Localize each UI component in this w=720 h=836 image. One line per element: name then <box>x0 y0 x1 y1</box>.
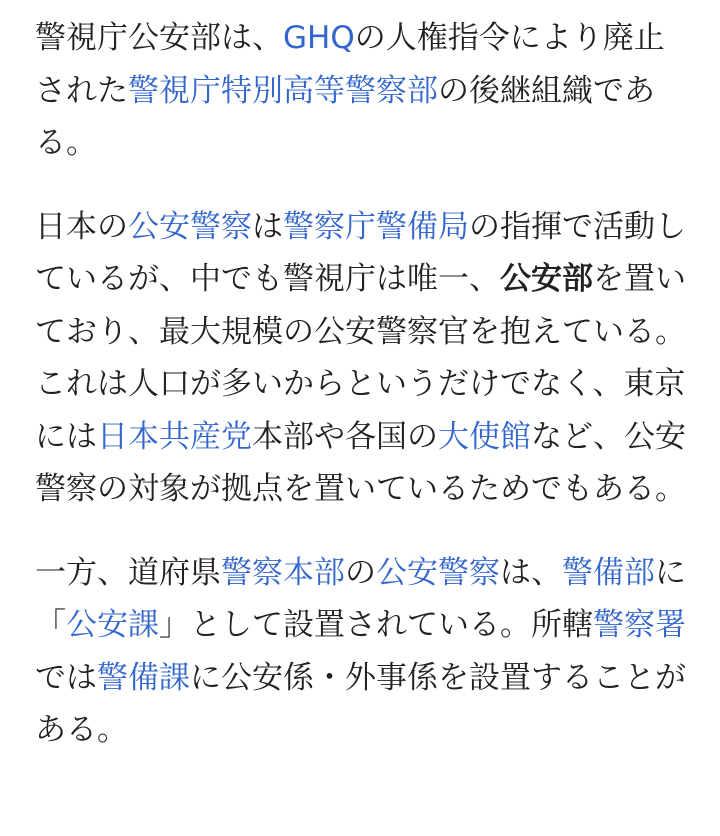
link-keisatsu-honbu[interactable]: 警察本部 <box>221 554 345 591</box>
text-run: を置いており、最大規模の公安警察官を抱えている。これは人口が多いからというだけでなく、東京には <box>35 261 686 455</box>
text-run: 」として設置されている。所轄 <box>159 607 593 643</box>
link-keisatsucho-keibikyoku[interactable]: 警察庁警備局 <box>283 208 469 245</box>
link-keibibu[interactable]: 警備部 <box>562 554 655 591</box>
text-run: の人権指令により廃止された <box>35 20 665 109</box>
link-koanka[interactable]: 公安課 <box>66 607 159 643</box>
link-keibika[interactable]: 警備課 <box>97 659 190 696</box>
paragraph-3 <box>35 547 690 757</box>
link-ghq[interactable]: GHQ <box>283 20 355 56</box>
text-run: の指揮で活動しているが、中でも警視庁は唯一、 <box>35 208 686 297</box>
text-run: は、 <box>500 554 562 591</box>
text-run: に公安係・外事係を設置することがある。 <box>35 659 686 748</box>
link-koan-keisatsu[interactable]: 公安警察 <box>128 208 252 245</box>
text-run: 警視庁公安部は、 <box>35 20 283 56</box>
text-run: の <box>345 554 376 591</box>
paragraph-1 <box>35 12 690 170</box>
paragraph-2 <box>35 201 690 516</box>
text-run: は <box>252 208 283 245</box>
link-keisatsusho[interactable]: 警察署 <box>593 607 686 643</box>
link-koan-keisatsu-2[interactable]: 公安警察 <box>376 554 500 591</box>
link-taishikan[interactable]: 大使館 <box>438 418 531 455</box>
text-run: に「 <box>35 554 686 643</box>
text-run: 日本の <box>35 208 128 245</box>
text-run: では <box>35 659 97 696</box>
text-run: など、公安警察の対象が拠点を置いているためでもある。 <box>35 418 686 507</box>
text-run: の後継組織である。 <box>35 72 655 161</box>
link-nihon-kyosanto[interactable]: 日本共産党 <box>97 418 252 455</box>
text-run: 本部や各国の <box>252 418 438 455</box>
link-tokko-keisatsubu[interactable]: 警視庁特別高等警察部 <box>128 72 438 109</box>
bold-term-koanbu: 公安部 <box>500 261 593 297</box>
text-run: 一方、道府県 <box>35 554 221 591</box>
